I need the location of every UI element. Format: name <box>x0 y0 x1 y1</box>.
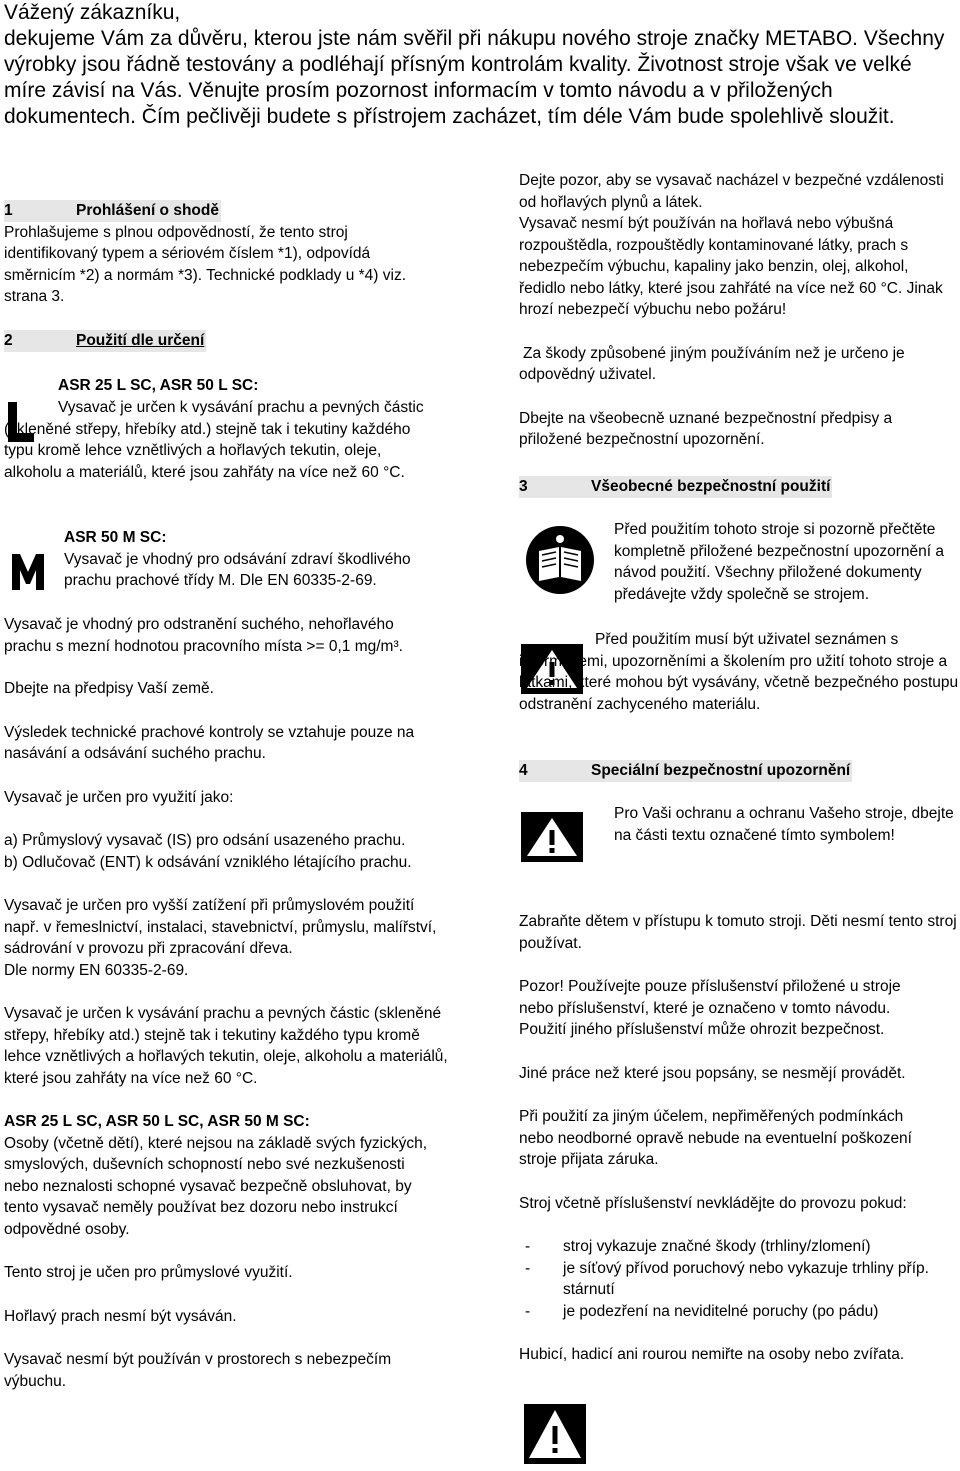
left-p6: Vysavač je určen pro vyšší zatížení při průmyslovém použití např. v řemeslnictví, instalaci, stavebnictví, průmyslu, malířství, sádrování v provozu při zpracování dřeva. <box>4 897 437 957</box>
right-r7: Jiné práce než které jsou popsány, se nesmějí provádět. <box>519 1064 906 1082</box>
section-3-text-wrap <box>614 519 954 605</box>
list-item: - je síťový přívod poruchový nebo vykazuje trhliny příp. stárnutí <box>525 1259 929 1298</box>
right-top <box>519 170 959 451</box>
section-3-text2-wrap <box>519 629 959 715</box>
section-3-heading: 3 Všeobecné bezpečnostní použití <box>519 476 832 498</box>
section-3-text: Před použitím tohoto stroje si pozorně přečtěte kompletně přiložené bezpečnostní upozornění a návod použití. Všechny přiložené dokumenty předávejte vždy společně se strojem. <box>614 521 945 603</box>
section-4-text-wrap <box>614 803 960 846</box>
dust-class-m-icon <box>10 552 46 592</box>
section-2-heading-wrap <box>4 330 444 352</box>
intro-text: dekujeme Vám za důvěru, kterou jste nám svěřil při nákupu nového stroje značky METABO. Všechny výrobky jsou řádně testovány a podléhají přísným kontrolám kvality. Životnost stroje však ve velké míre závisí na Vás. Věnujte prosím pozornost informacím v tomto návodu a v přiložených dokumentech. Čím pečlivěji budete s přístrojem zacházet, tím déle Vám bude spolehlivě sloužit. <box>4 27 945 128</box>
right-r4: Dbejte na všeobecně uznané bezpečnostní předpisy a přiložené bezpečnostní upozornění. <box>519 409 893 448</box>
list-item: - stroj vykazuje značné škody (trhliny/zlomení) <box>525 1238 871 1255</box>
left-p6b: Dle normy EN 60335-2-69. <box>4 961 189 979</box>
section-4-heading-wrap <box>519 760 959 782</box>
right-r5: Zabraňte dětem v přístupu k tomuto stroji. Děti nesmí tento stroj používat. <box>519 913 957 952</box>
section-3-heading-wrap <box>519 476 959 498</box>
right-r3: Za škody způsobené jiným používáním než je určeno je odpovědný uživatel. <box>519 344 905 383</box>
l-class-block <box>58 375 438 397</box>
left-p2: Dbejte na předpisy Vaší země. <box>4 680 214 697</box>
fault-list <box>519 1236 939 1322</box>
section-1 <box>4 200 434 308</box>
right-r6: Pozor! Používejte pouze příslušenství přiložené u stroje nebo příslušenství, které je označeno v tomto návodu. Použití jiného příslušenství může ohrozit bezpečnost. <box>519 978 901 1038</box>
right-body <box>519 911 959 1366</box>
l-text: Vysavač je určen k vysávání prachu a pevných částic (skleněné střepy, hřebíky atd.) stejně tak i tekutiny každého typu kromě lehce vznětlivých a hořlavých tekutin, oleje, alkoholu a materiálů, které jsou zahřáty na více než 60 °C. <box>4 399 424 481</box>
right-r2: Vysavač nesmí být používán na hořlavá nebo výbušná rozpouštědla, rozpouštědly kontaminované látky, prach s nebezpečím výbuchu, kapaliny jako benzin, olej, alkohol, ředidlo nebo látky, které jsou zahřáté na více než 60 °C. Jinak hrozí nebezpečí výbuchu nebo požáru! <box>519 215 943 318</box>
section-3-text2: Před použitím musí být uživatel seznámen s informacemi, upozorněními a školením pro užití tohoto stroje a látkami, které mohou být vysávány, včetně bezpečného postupu odstranění zachyceného materiálu. <box>519 631 959 713</box>
section-1-heading: 1 Prohlášení o shodě <box>4 200 221 222</box>
section-2-heading: 2 Použití dle určení <box>4 330 206 352</box>
left-p9: Tento stroj je učen pro průmyslové využití. <box>4 1264 293 1281</box>
left-p11: Vysavač nesmí být používán v prostorech s nebezpečím výbuchu. <box>4 1351 392 1390</box>
left-p7: Vysavač je určen k vysávání prachu a pevných částic (skleněné střepy, hřebíky atd.) stejně tak i tekutiny každého typu kromě lehce vznětlivých a hořlavých tekutin, oleje, alkoholu a materiálů, které jsou zahřáty na více než 60 °C. <box>4 1005 448 1087</box>
intro <box>4 0 954 130</box>
m-models: ASR 50 M SC: <box>64 529 167 546</box>
list-item: - je podezření na neviditelné poruchy (po pádu) <box>525 1302 879 1320</box>
left-p4: Vysavač je určen pro využití jako: <box>4 788 234 806</box>
right-r10: Hubicí, hadicí ani rourou nemiřte na osoby nebo zvířata. <box>519 1346 905 1363</box>
left-p1: Vysavač je vhodný pro odstranění suchého, nehořlavého prachu s mezní hodnotou pracovního místa >= 0,1 mg/m³. <box>4 616 403 655</box>
section-4-heading: 4 Speciální bezpečnostní upozornění <box>519 760 852 782</box>
left-p5a: a) Průmyslový vysavač (IS) pro odsání usazeného prachu. <box>4 832 406 849</box>
read-manual-icon <box>525 525 595 595</box>
right-r9: Stroj včetně příslušenství nevkládějte do provozu pokud: <box>519 1194 907 1212</box>
right-r8: Při použití za jiným účelem, nepřiměřených podmínkách nebo neodborné opravě nebude na eventuelní poškození stroje přijata záruka. <box>519 1108 912 1168</box>
intro-greeting: Vážený zákazníku, <box>4 1 181 24</box>
m-class-block <box>64 527 434 592</box>
section-4-text: Pro Vaši ochranu a ochranu Vašeho stroje, dbejte na části textu označené tímto symbolem! <box>614 805 954 844</box>
warning-triangle-icon <box>521 812 583 862</box>
left-p8: Osoby (včetně dětí), které nejsou na základě svých fyzických, smyslových, duševních schopností nebo své nezkušenosti nebo neznalosti schopné vysavač bezpečně obsluhovat, by tento vysavač neměly používat bez dozoru nebo instrukcí odpovědné osoby. <box>4 1134 427 1238</box>
right-r1: Dejte pozor, aby se vysavač nacházel v bezpečné vzdálenosti od hořlavých plynů a látek. <box>519 172 944 211</box>
l-models: ASR 25 L SC, ASR 50 L SC: <box>58 377 259 394</box>
l-text-wrap <box>4 397 436 483</box>
left-p10: Hořlavý prach nesmí být vysáván. <box>4 1307 237 1325</box>
warning-triangle-icon <box>524 1404 586 1464</box>
section-1-text: Prohlašujeme s plnou odpovědností, že tento stroj identifikovaný typem a sériovém číslem *1), odpovídá směrnicím *2) a normám *3). Technické podklady u *4) viz. strana 3. <box>4 223 407 305</box>
left-p3: Výsledek technické prachové kontroly se vztahuje pouze na nasávání a odsávání suchého prachu. <box>4 723 415 762</box>
left-p8-title: ASR 25 L SC, ASR 50 L SC, ASR 50 M SC: <box>4 1113 310 1130</box>
left-p5b: b) Odlučovač (ENT) k odsávání vzniklého létajícího prachu. <box>4 853 412 871</box>
left-body <box>4 614 448 1392</box>
m-text: Vysavač je vhodný pro odsávání zdraví škodlivého prachu prachové třídy M. Dle EN 60335-2-69. <box>64 550 411 589</box>
